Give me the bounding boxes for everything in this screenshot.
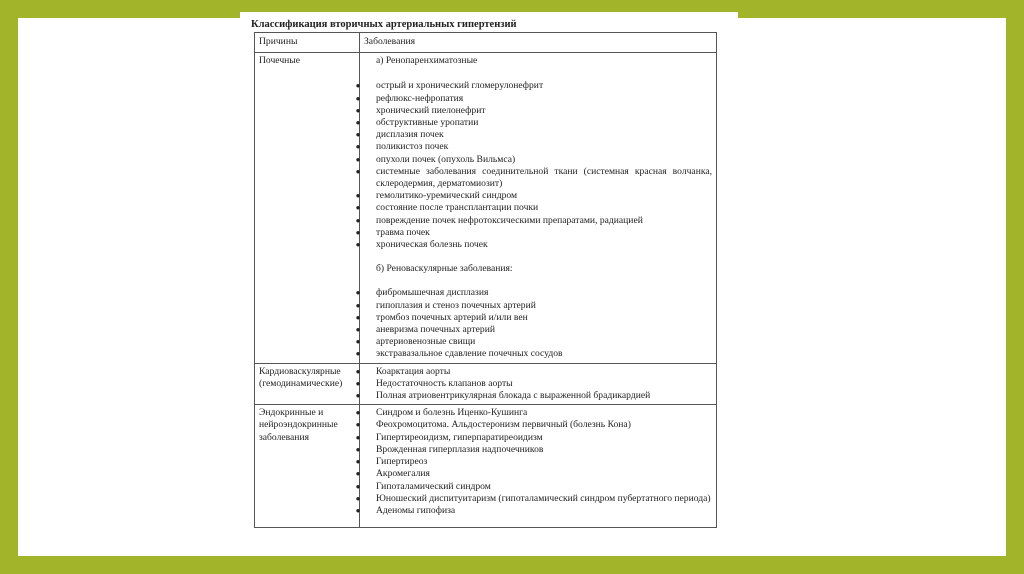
list-item	[355, 390, 712, 402]
list-item-text: Гипертиреоз	[376, 456, 428, 468]
list-item-text: аневризма почечных артерий	[376, 324, 495, 336]
bullet-icon: ●	[355, 154, 361, 164]
bullet-icon: ●	[355, 337, 361, 347]
table-row-cardio	[255, 363, 717, 405]
bullet-icon: ●	[355, 493, 361, 503]
list-item	[355, 299, 712, 312]
bullet-icon: ●	[355, 444, 361, 454]
list-item	[355, 239, 712, 251]
list-item-text: острый и хронический гломерулонефрит	[376, 80, 544, 92]
header-causes: Причины	[255, 33, 360, 53]
bullet-icon: ●	[355, 349, 361, 359]
list-item-text: Синдром и болезнь Иценко-Кушинга	[376, 407, 528, 419]
list-item	[355, 365, 712, 378]
list-item-text: Врожденная гиперплазия надпочечников	[376, 443, 544, 455]
list-item-text: хронический пиелонефрит	[376, 104, 486, 116]
section-b-title: б) Реноваскулярные заболевания:	[376, 263, 513, 275]
list-item	[355, 324, 712, 336]
bullet-icon: ●	[355, 118, 361, 128]
table-header-row	[255, 33, 717, 53]
list-item	[355, 202, 712, 214]
bullet-icon: ●	[355, 408, 361, 418]
bullet-icon: ●	[355, 81, 361, 91]
list-item-text: Юношеский диспитуитаризм (гипоталамический синдром пубертатного периода)	[376, 492, 711, 504]
list-item-text: фибромышечная дисплазия	[376, 287, 489, 299]
bullet-icon: ●	[355, 391, 361, 401]
list-item-text: системные заболевания соединительной ткани (системная красная волчанка, склеродермия, дерматомиозит)	[376, 165, 712, 190]
list-item	[355, 377, 712, 390]
diseases-cardio	[355, 363, 717, 405]
list-item	[355, 214, 712, 227]
cause-endo: Эндокринные и нейроэндокринные заболевания	[255, 405, 360, 528]
list-item	[355, 190, 712, 202]
document-title: Классификация вторичных артериальных гипертензий	[251, 19, 517, 30]
list-endocrine	[355, 407, 712, 517]
list-item-text: рефлюкс-нефропатия	[376, 92, 464, 104]
diseases-renal	[355, 53, 717, 363]
list-item	[355, 431, 712, 444]
list-item	[355, 287, 712, 299]
classification-table	[254, 32, 717, 528]
bullet-icon: ●	[355, 420, 361, 430]
list-item-text: состояние после трансплантации почки	[376, 202, 539, 214]
bullet-icon: ●	[355, 166, 361, 176]
bullet-icon: ●	[355, 300, 361, 310]
list-item	[355, 153, 712, 166]
bullet-icon: ●	[355, 142, 361, 152]
list-item-text: Полная атриовентрикулярная блокада с выраженной брадикардией	[376, 390, 651, 402]
list-item	[355, 480, 712, 493]
bullet-icon: ●	[355, 93, 361, 103]
list-item-text: хроническая болезнь почек	[376, 239, 488, 251]
bullet-icon: ●	[355, 432, 361, 442]
list-renovascular	[355, 287, 712, 360]
bullet-icon: ●	[355, 240, 361, 250]
list-item-text: травма почек	[376, 226, 430, 238]
list-item-text: экстравазальное сдавление почечных сосудов	[376, 348, 563, 360]
list-item-text: опухоли почек (опухоль Вильмса)	[376, 153, 516, 165]
list-item-text: дисплазия почек	[376, 129, 444, 141]
list-item-text: Коарктация аорты	[376, 365, 451, 377]
bullet-icon: ●	[355, 469, 361, 479]
table-row-endo	[255, 405, 717, 528]
cause-cardio: Кардиоваскулярные (гемодинамические)	[255, 363, 360, 405]
bullet-icon: ●	[355, 227, 361, 237]
list-item	[355, 92, 712, 105]
list-item-text: обструктивные уропатии	[376, 117, 479, 129]
list-item	[355, 348, 712, 360]
list-item	[355, 492, 712, 505]
bullet-icon: ●	[355, 288, 361, 298]
list-item	[355, 407, 712, 419]
list-item-text: Аденомы гипофиза	[376, 504, 456, 516]
bullet-icon: ●	[355, 505, 361, 515]
bullet-icon: ●	[355, 378, 361, 388]
list-item	[355, 443, 712, 456]
bullet-icon: ●	[355, 325, 361, 335]
list-item	[355, 419, 712, 431]
cause-renal: Почечные	[255, 53, 360, 363]
list-item	[355, 226, 712, 239]
bullet-icon: ●	[355, 203, 361, 213]
bullet-icon: ●	[355, 130, 361, 140]
list-item	[355, 117, 712, 129]
list-item-text: поликистоз почек	[376, 141, 449, 153]
list-item-text: Феохромоцитома. Альдостеронизм первичный (болезнь Кона)	[376, 419, 631, 431]
list-item-text: повреждение почек нефротоксическими препаратами, радиацией	[376, 214, 643, 226]
list-item	[355, 141, 712, 153]
list-item-text: Гипоталамический синдром	[376, 480, 491, 492]
bullet-icon: ●	[355, 191, 361, 201]
list-item-text: Недостаточность клапанов аорты	[376, 377, 513, 389]
list-cardiovascular	[355, 365, 712, 403]
list-item-text: гипоплазия и стеноз почечных артерий	[376, 299, 536, 311]
diseases-endo	[355, 405, 717, 528]
bullet-icon: ●	[355, 105, 361, 115]
bullet-icon: ●	[355, 481, 361, 491]
header-diseases: Заболевания	[360, 33, 717, 53]
bullet-icon: ●	[355, 457, 361, 467]
list-item	[355, 336, 712, 348]
table-row-renal	[255, 53, 717, 363]
list-item	[355, 104, 712, 117]
list-item-text: артериовенозные свищи	[376, 336, 476, 348]
list-renoparenchymal	[355, 80, 712, 251]
section-a-title: а) Ренопаренхиматозные	[376, 55, 478, 67]
list-item	[355, 468, 712, 480]
bullet-icon: ●	[355, 366, 361, 376]
list-item	[355, 311, 712, 324]
list-item	[355, 80, 712, 92]
list-item-text: Гипертиреоидизм, гиперпаратиреоидизм	[376, 431, 543, 443]
list-item-text: тромбоз почечных артерий и/или вен	[376, 311, 528, 323]
list-item	[355, 456, 712, 468]
list-item-text: Акромегалия	[376, 468, 430, 480]
list-item-text: гемолитико-уремический синдром	[376, 190, 518, 202]
list-item	[355, 129, 712, 141]
list-item	[355, 165, 712, 190]
list-item	[355, 504, 712, 517]
bullet-icon: ●	[355, 215, 361, 225]
bullet-icon: ●	[355, 312, 361, 322]
